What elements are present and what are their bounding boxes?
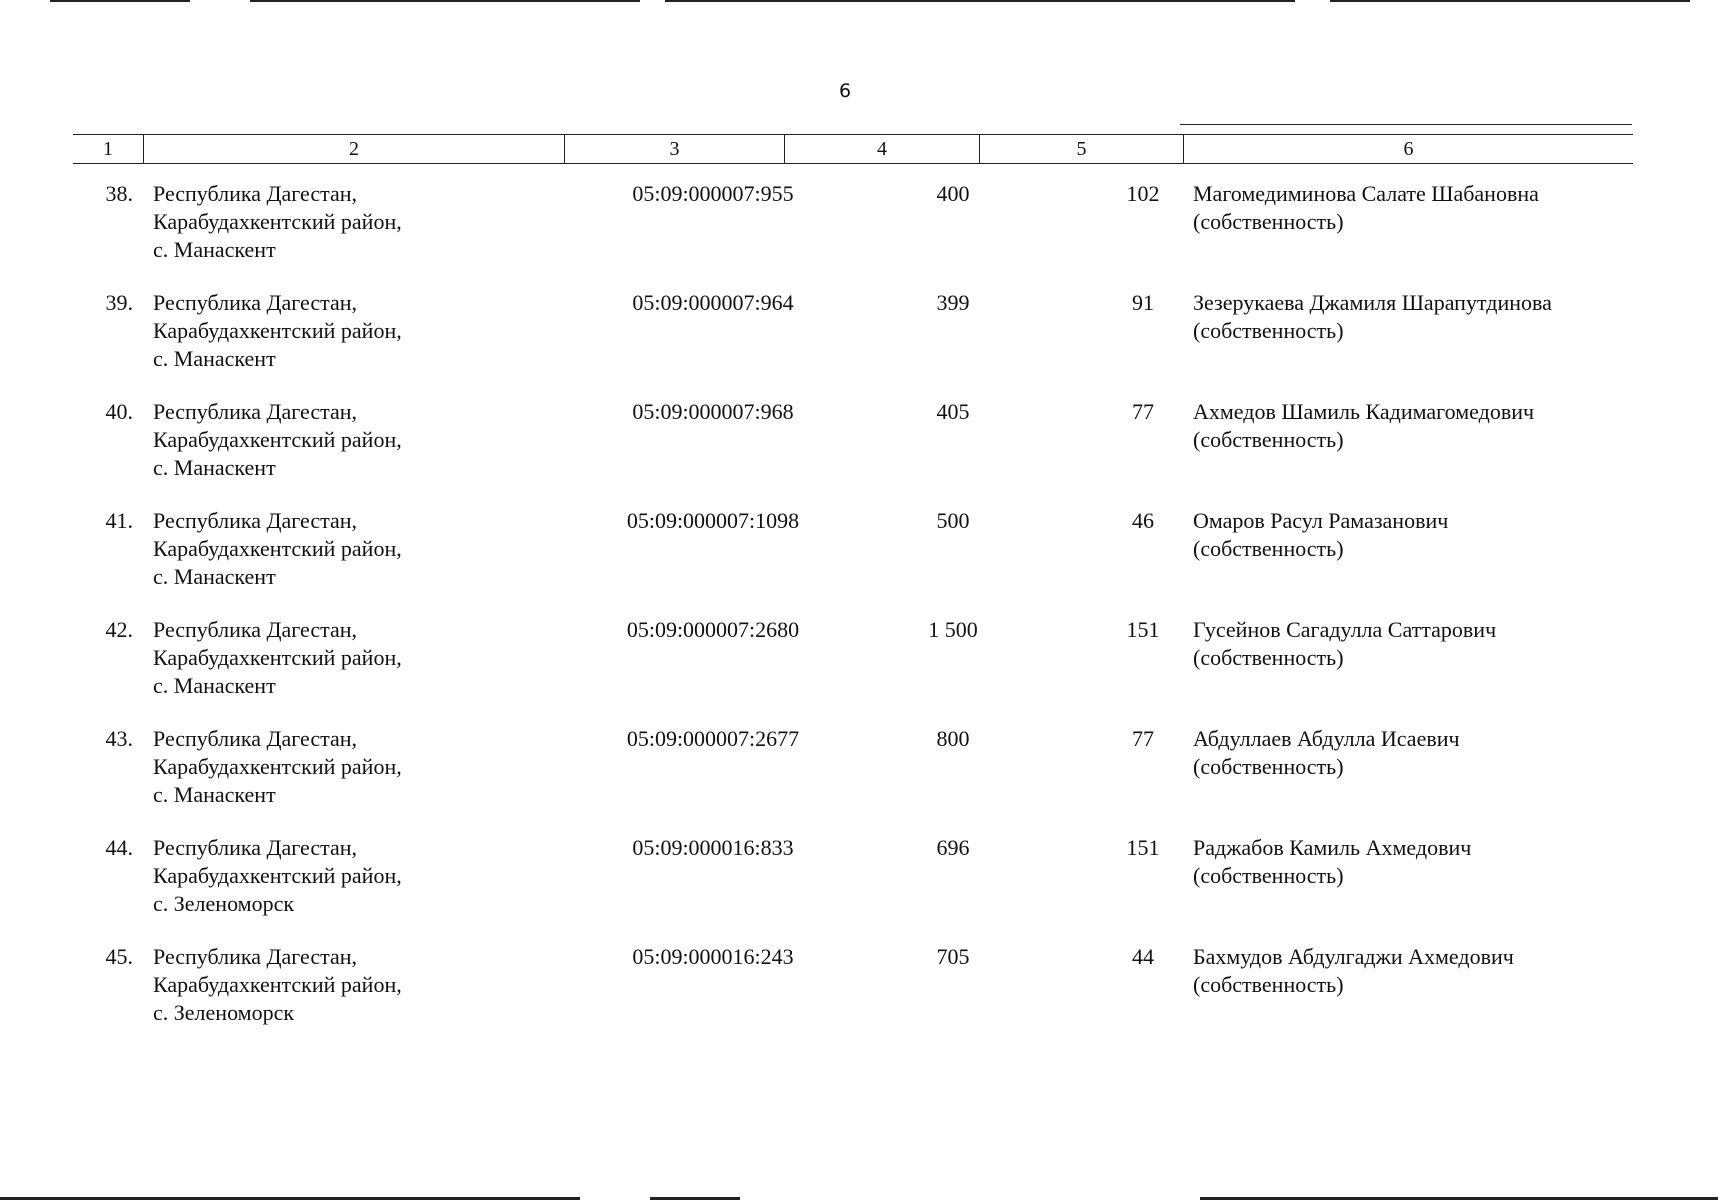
owner-name: Бахмудов Абдулгаджи Ахмедович — [1193, 944, 1514, 969]
cadastral-number: 05:09:000007:955 — [632, 181, 794, 206]
address-region: Республика Дагестан, — [153, 181, 358, 206]
column-header-4: 4 — [784, 135, 979, 163]
area-value: 1 500 — [928, 617, 978, 642]
row-number: 42. — [105, 617, 133, 642]
address — [153, 943, 543, 1027]
scan-edge-line — [665, 0, 1295, 2]
scan-edge-line — [250, 0, 640, 2]
cadastral-number: 05:09:000007:968 — [632, 399, 794, 424]
column-5-value: 44 — [1132, 944, 1154, 969]
address-region: Республика Дагестан, — [153, 290, 358, 315]
row-number: 38. — [105, 181, 133, 206]
address-settlement: с. Манаскент — [153, 564, 276, 589]
owner-name: Омаров Расул Рамазанович — [1193, 508, 1449, 533]
table-row — [73, 507, 1633, 607]
address — [153, 507, 543, 591]
address-settlement: с. Зеленоморск — [153, 1000, 295, 1025]
address-district: Карабудахкентский район, — [153, 536, 402, 561]
row-number: 44. — [105, 835, 133, 860]
column-header-1: 1 — [103, 138, 113, 160]
owner — [1193, 616, 1633, 672]
column-header-6: 6 — [1183, 135, 1633, 163]
address-region: Республика Дагестан, — [153, 617, 358, 642]
ownership-type: (собственность) — [1193, 318, 1344, 343]
column-header-2: 2 — [143, 135, 564, 163]
address-district: Карабудахкентский район, — [153, 754, 402, 779]
address-district: Карабудахкентский район, — [153, 209, 402, 234]
address-settlement: с. Манаскент — [153, 673, 276, 698]
area-value: 405 — [936, 399, 970, 424]
owner-name: Магомедиминова Салате Шабановна — [1193, 181, 1539, 206]
table-row — [73, 180, 1633, 280]
address-settlement: с. Манаскент — [153, 455, 276, 480]
cadastral-number: 05:09:000007:964 — [632, 290, 794, 315]
column-header-5: 5 — [979, 135, 1183, 163]
area-value: 500 — [936, 508, 970, 533]
scan-edge-line — [50, 0, 190, 2]
table-row — [73, 943, 1633, 1043]
ownership-type: (собственность) — [1193, 209, 1344, 234]
owner-name: Ахмедов Шамиль Кадимагомедович — [1193, 399, 1535, 424]
owner-name: Зезерукаева Джамиля Шарапутдинова — [1193, 290, 1552, 315]
area-value: 400 — [936, 181, 970, 206]
table-header — [73, 134, 1633, 164]
owner-name: Гусейнов Сагадулла Саттарович — [1193, 617, 1497, 642]
address-district: Карабудахкентский район, — [153, 645, 402, 670]
ownership-type: (собственность) — [1193, 754, 1344, 779]
column-5-value: 151 — [1126, 617, 1160, 642]
owner — [1193, 507, 1633, 563]
area-value: 399 — [936, 290, 970, 315]
address — [153, 398, 543, 482]
column-5-value: 151 — [1126, 835, 1160, 860]
table-row — [73, 289, 1633, 389]
address-region: Республика Дагестан, — [153, 944, 358, 969]
header-top-rule — [1180, 124, 1632, 125]
area-value: 800 — [936, 726, 970, 751]
table-row — [73, 725, 1633, 825]
address-district: Карабудахкентский район, — [153, 427, 402, 452]
row-number: 40. — [105, 399, 133, 424]
address — [153, 180, 543, 264]
ownership-type: (собственность) — [1193, 427, 1344, 452]
address-settlement: с. Манаскент — [153, 237, 276, 262]
owner-name: Раджабов Камиль Ахмедович — [1193, 835, 1472, 860]
column-5-value: 46 — [1132, 508, 1154, 533]
column-5-value: 91 — [1132, 290, 1154, 315]
area-value: 696 — [936, 835, 970, 860]
row-number: 45. — [105, 944, 133, 969]
owner — [1193, 398, 1633, 454]
column-5-value: 77 — [1132, 399, 1154, 424]
cadastral-number: 05:09:000007:2677 — [626, 726, 800, 751]
cadastral-number: 05:09:000016:833 — [632, 835, 794, 860]
address-region: Республика Дагестан, — [153, 399, 358, 424]
address — [153, 616, 543, 700]
address — [153, 725, 543, 809]
address-region: Республика Дагестан, — [153, 835, 358, 860]
owner — [1193, 180, 1633, 236]
column-5-value: 77 — [1132, 726, 1154, 751]
page-number: 6 — [838, 80, 852, 102]
table-row — [73, 398, 1633, 498]
owner — [1193, 943, 1633, 999]
row-number: 39. — [105, 290, 133, 315]
address-settlement: с. Манаскент — [153, 346, 276, 371]
ownership-type: (собственность) — [1193, 972, 1344, 997]
cadastral-number: 05:09:000007:2680 — [626, 617, 800, 642]
address-region: Республика Дагестан, — [153, 508, 358, 533]
cadastral-number: 05:09:000007:1098 — [626, 508, 800, 533]
column-header-3: 3 — [564, 135, 784, 163]
owner — [1193, 834, 1633, 890]
ownership-type: (собственность) — [1193, 645, 1344, 670]
address-district: Карабудахкентский район, — [153, 972, 402, 997]
ownership-type: (собственность) — [1193, 863, 1344, 888]
address-region: Республика Дагестан, — [153, 726, 358, 751]
address — [153, 834, 543, 918]
ownership-type: (собственность) — [1193, 536, 1344, 561]
address-settlement: с. Манаскент — [153, 782, 276, 807]
area-value: 705 — [936, 944, 970, 969]
scan-edge-line — [1330, 0, 1690, 2]
column-5-value: 102 — [1126, 181, 1160, 206]
table-row — [73, 616, 1633, 716]
cadastral-number: 05:09:000016:243 — [632, 944, 794, 969]
address-district: Карабудахкентский район, — [153, 863, 402, 888]
row-number: 43. — [105, 726, 133, 751]
owner — [1193, 289, 1633, 345]
owner-name: Абдуллаев Абдулла Исаевич — [1193, 726, 1460, 751]
row-number: 41. — [105, 508, 133, 533]
address-district: Карабудахкентский район, — [153, 318, 402, 343]
address-settlement: с. Зеленоморск — [153, 891, 295, 916]
table-row — [73, 834, 1633, 934]
address — [153, 289, 543, 373]
owner — [1193, 725, 1633, 781]
